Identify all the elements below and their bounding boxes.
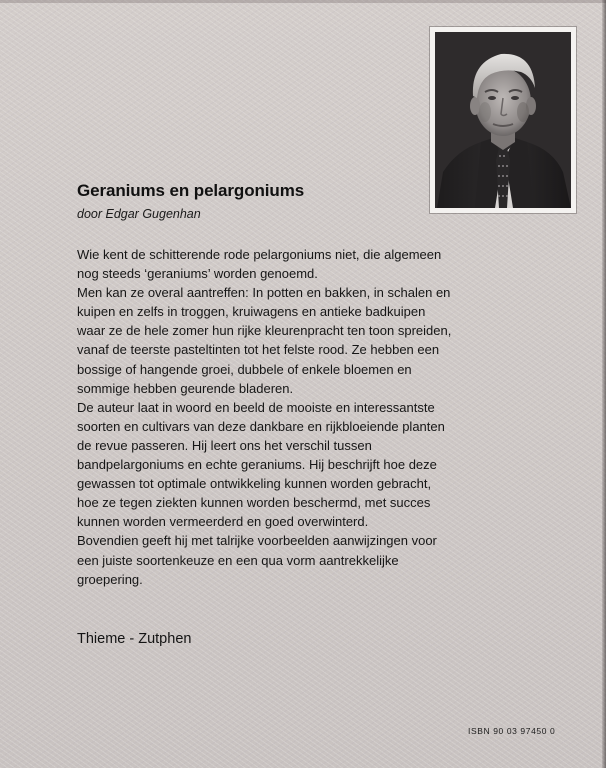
cover-spine-shadow <box>602 0 606 768</box>
blurb-line: Men kan ze overal aantreffen: In potten en bakken, in schalen en <box>77 285 451 301</box>
author-photo-frame <box>430 27 576 213</box>
blurb-line: kunnen worden vermeerderd en goed overwinterd. <box>77 514 369 530</box>
blurb-line: waar ze de hele zomer hun rijke kleurenpracht ten toon spreiden, <box>77 323 452 339</box>
cover-top-edge <box>0 0 606 3</box>
book-author: door Edgar Gugenhan <box>77 207 201 221</box>
blurb-line: vanaf de teerste pasteltinten tot het felste rood. Ze hebben een <box>77 342 440 358</box>
publisher-imprint: Thieme - Zutphen <box>77 631 192 647</box>
blurb-line: de revue passeren. Hij leert ons het verschil tussen <box>77 437 372 453</box>
blurb-line: hoe ze tegen ziekten kunnen worden beschermd, met succes <box>77 495 431 511</box>
author-portrait-illustration <box>435 32 571 208</box>
blurb-line: De auteur laat in woord en beeld de mooiste en interessantste <box>77 399 435 415</box>
book-title: Geraniums en pelargoniums <box>77 181 305 200</box>
blurb-line: gewassen tot optimale ontwikkeling kunnen worden gebracht, <box>77 476 432 492</box>
blurb-line: kuipen en zelfs in troggen, kruiwagens en antieke badkuipen <box>77 304 426 320</box>
blurb-line: nog steeds ‘geraniums’ worden genoemd. <box>77 266 318 282</box>
blurb-line: een juiste soortenkeuze en een qua vorm aantrekkelijke <box>77 552 399 568</box>
blurb-line: bandpelargoniums en echte geraniums. Hij beschrijft hoe deze <box>77 457 437 473</box>
blurb-line: Wie kent de schitterende rode pelargoniums niet, die algemeen <box>77 247 442 262</box>
blurb-line: bossige of hangende groei, dubbele of enkele bloemen en <box>77 361 412 377</box>
blurb-line: sommige hebben geurende bladeren. <box>77 380 294 396</box>
author-portrait-photo <box>435 32 571 208</box>
blurb-line: Bovendien geeft hij met talrijke voorbeelden aanwijzingen voor <box>77 533 437 549</box>
blurb-line: groepering. <box>77 571 143 587</box>
blurb-text <box>77 245 507 589</box>
blurb-line: soorten en cultivars van deze dankbare en rijkbloeiende planten <box>77 418 445 434</box>
isbn-number: ISBN 90 03 97450 0 <box>468 726 556 736</box>
